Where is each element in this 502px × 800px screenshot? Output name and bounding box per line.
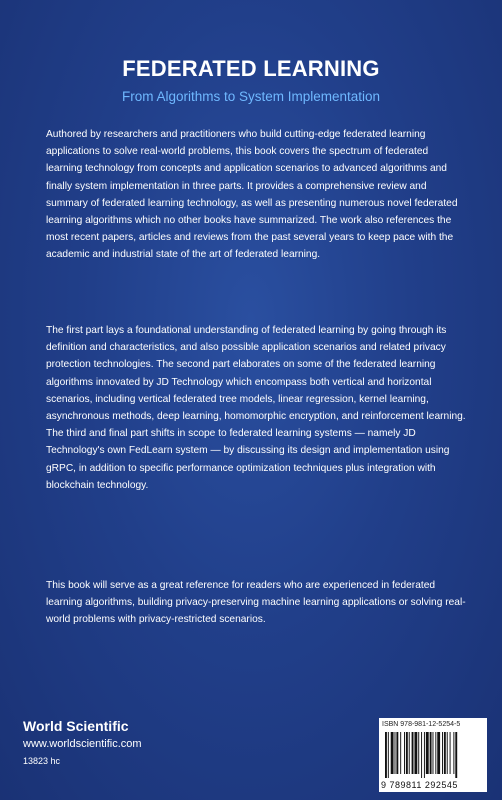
barcode-icon [385,732,481,778]
blurb-paragraph-1: Authored by researchers and practitioners who build cutting-edge federated learning applications to solve real-world problems, this book covers the spectrum of federated learning technology from concepts and application scenarios to advanced algorithms and finally system implementation in three parts. It provides a comprehensive review and summary of federated learning technology, as well as presenting numerous novel federated learning algorithms which no other books have summarized. The work also references the most recent papers, articles and reviews from the past several years to keep pace with the academic and industrial state of the art of federated learning. [46,129,458,261]
isbn-label: ISBN 978-981-12-5254-5 [382,721,461,728]
publisher-name: World Scientific [23,718,129,734]
product-code: 13823 hc [23,756,61,766]
blurb-paragraph-3: This book will serve as a great reference for readers who are experienced in federated learning algorithms, building privacy-preserving machine learning applications or solving real-world problems with privacy-restricted scenarios. [46,580,466,626]
book-subtitle: From Algorithms to System Implementation [121,89,381,104]
book-title: FEDERATED LEARNING [122,56,380,81]
publisher-website: www.worldscientific.com [23,738,142,750]
blurb-paragraph-2: The first part lays a foundational understanding of federated learning by going through its definition and characteristics, and also possible application scenarios and related privacy protection technologies. The second part elaborates on some of the federated learning algorithms innovated by JD Technology which encompass both vertical and horizontal scenarios, including vertical federated tree models, linear regression, kernel learning, asynchronous methods, deep learning, homomorphic encryption, and reinforcement learning. The third and final part shifts in scope to federated learning systems — namely JD Technology's own FedLearn system — by discussing its design and implementation using gRPC, in addition to specific performance optimization techniques plus integration with blockchain technology. [46,325,466,491]
barcode-panel [379,718,487,792]
barcode-digits: 9 789811 292545 [381,780,458,790]
